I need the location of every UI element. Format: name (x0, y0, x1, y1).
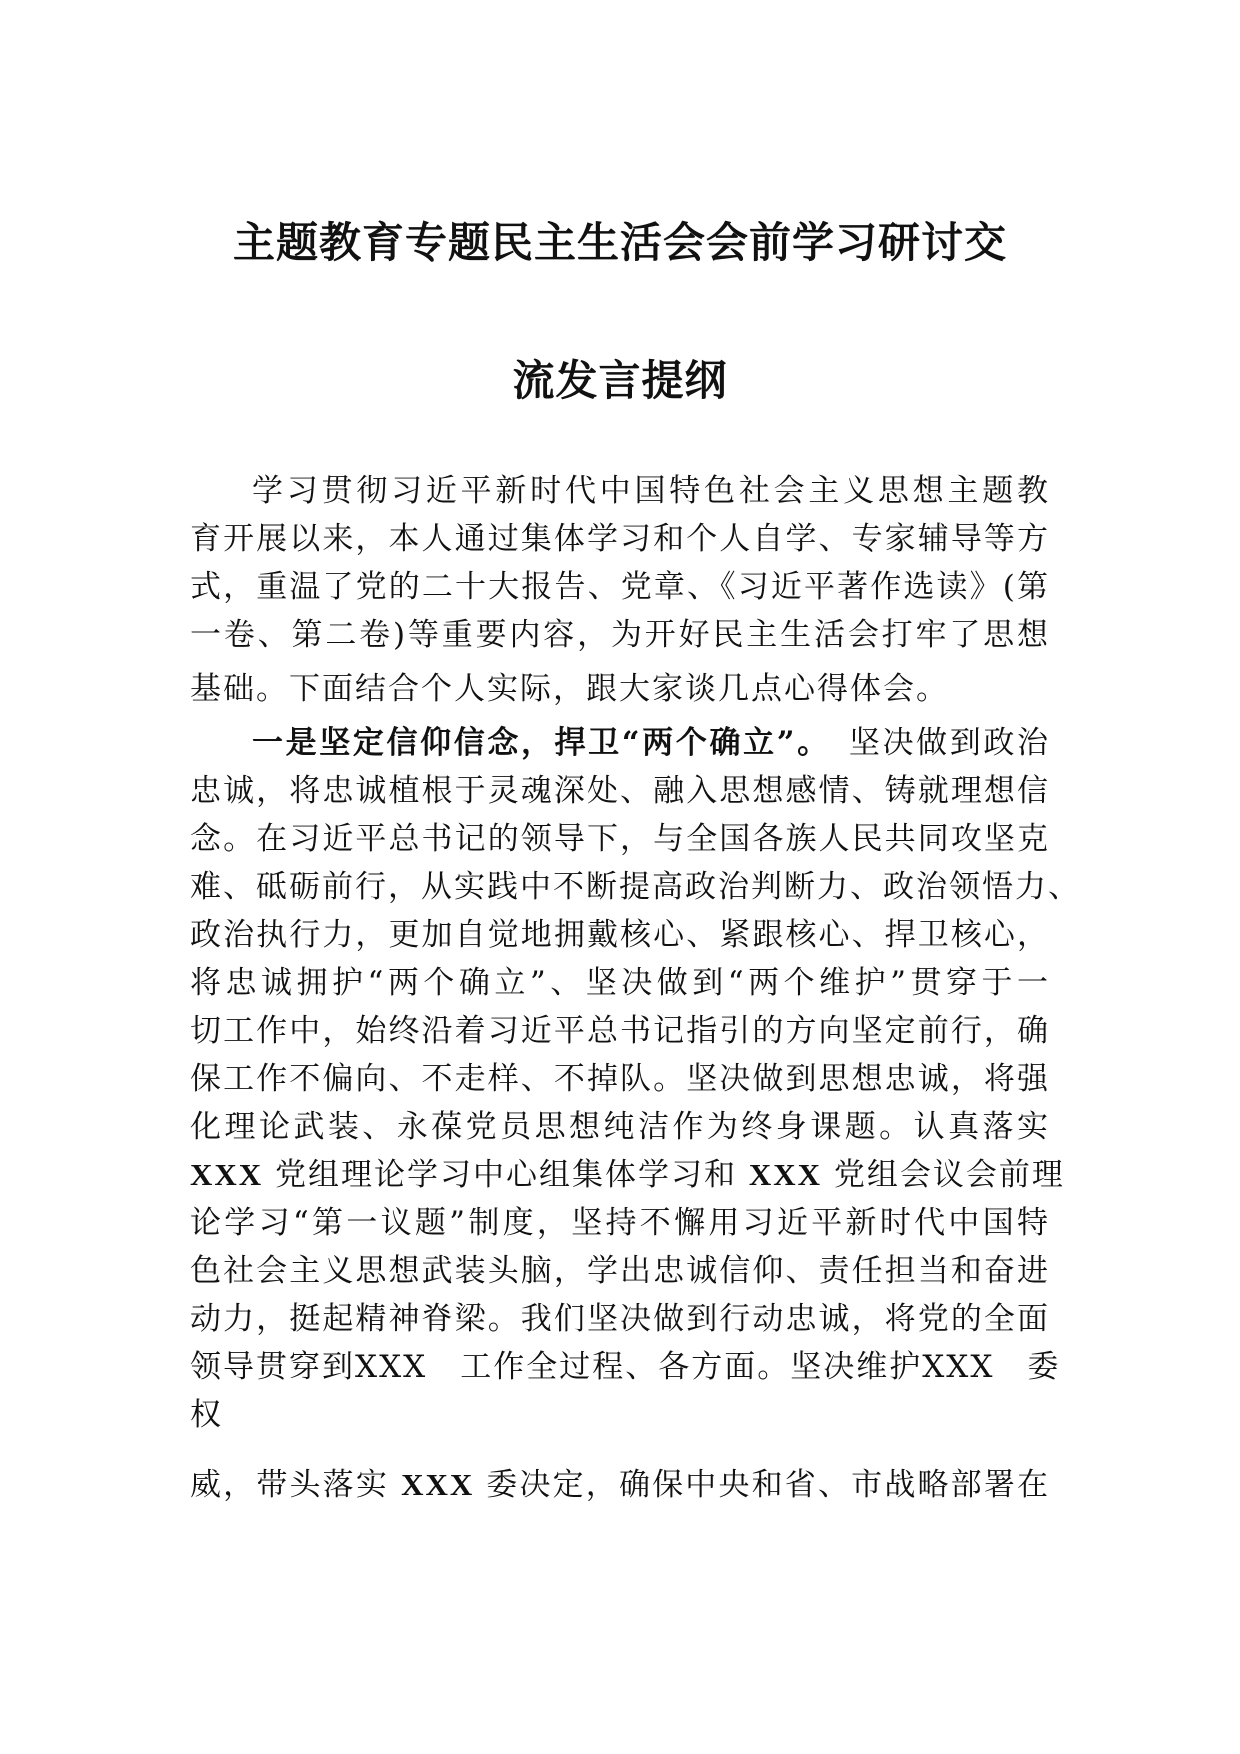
line-segment: 委决定，确保中央和省、市战略部署在 (474, 1467, 1050, 1503)
paragraph-line: 育开展以来，本人通过集体学习和个人自学、专家辅导等方 (190, 521, 1050, 557)
line-segment: 威，带头落实 (190, 1467, 402, 1503)
paragraph-line-first (190, 720, 1050, 766)
paragraph-line: 领导贯穿到XXX 工作全过程、各方面。坚决维护XXX 委 (190, 1349, 1061, 1385)
placeholder-xxx: XXX (748, 1157, 823, 1192)
paragraph-line: 切工作中，始终沿着习近平总书记指引的方向坚定前行，确 (190, 1013, 1050, 1049)
paragraph-line-xxx (190, 1152, 1065, 1198)
paragraph-line: 念。在习近平总书记的领导下，与全国各族人民共同攻坚克 (190, 821, 1050, 857)
paragraph-line: 将忠诚拥护“两个确立”、坚决做到“两个维护”贯穿于一 (190, 965, 1050, 1001)
line-segment: 党组理论学习中心组集体学习和 (263, 1157, 749, 1193)
heading-continuation: 坚决做到政治 (848, 725, 1051, 761)
paragraph-line: 一卷、第二卷)等重要内容，为开好民主生活会打牢了思想 (190, 617, 1050, 653)
line-segment: 党组会议会前理 (822, 1157, 1065, 1193)
paragraph-line: 动力，挺起精神脊梁。我们坚决做到行动忠诚，将党的全面 (190, 1301, 1050, 1337)
paragraph-line: 忠诚，将忠诚植根于灵魂深处、融入思想感情、铸就理想信 (190, 773, 1050, 809)
section-heading: 一是坚定信仰信念，捍卫“两个确立”。 (252, 725, 816, 761)
paragraph-line: 色社会主义思想武装头脑，学出忠诚信仰、责任担当和奋进 (190, 1253, 1050, 1289)
paragraph-line: 基础。下面结合个人实际，跟大家谈几点心得体会。 (190, 671, 949, 707)
paragraph-line: 化理论武装、永葆党员思想纯洁作为终身课题。认真落实 (190, 1109, 1050, 1145)
document-title-line-2: 流发言提纲 (512, 356, 728, 405)
paragraph-line: 式，重温了党的二十大报告、党章、《习近平著作选读》(第 (190, 569, 1050, 605)
paragraph-line: 保工作不偏向、不走样、不掉队。坚决做到思想忠诚，将强 (190, 1061, 1050, 1097)
document-title-line-1: 主题教育专题民主生活会会前学习研讨交 (232, 218, 1007, 267)
paragraph-line: 论学习“第一议题”制度，坚持不懈用习近平新时代中国特 (190, 1205, 1050, 1241)
paragraph-line: 学习贯彻习近平新时代中国特色社会主义思想主题教 (252, 473, 1050, 509)
placeholder-xxx: XXX (190, 1157, 264, 1192)
paragraph-line: 政治执行力，更加自觉地拥戴核心、紧跟核心、捍卫核心， (190, 917, 1050, 953)
paragraph-line: 难、砥砺前行，从实践中不断提高政治判断力、政治领悟力、 (190, 869, 1081, 905)
paragraph-line-xxx (190, 1462, 1050, 1508)
placeholder-xxx: XXX (401, 1467, 475, 1502)
paragraph-line: 权 (190, 1397, 223, 1433)
